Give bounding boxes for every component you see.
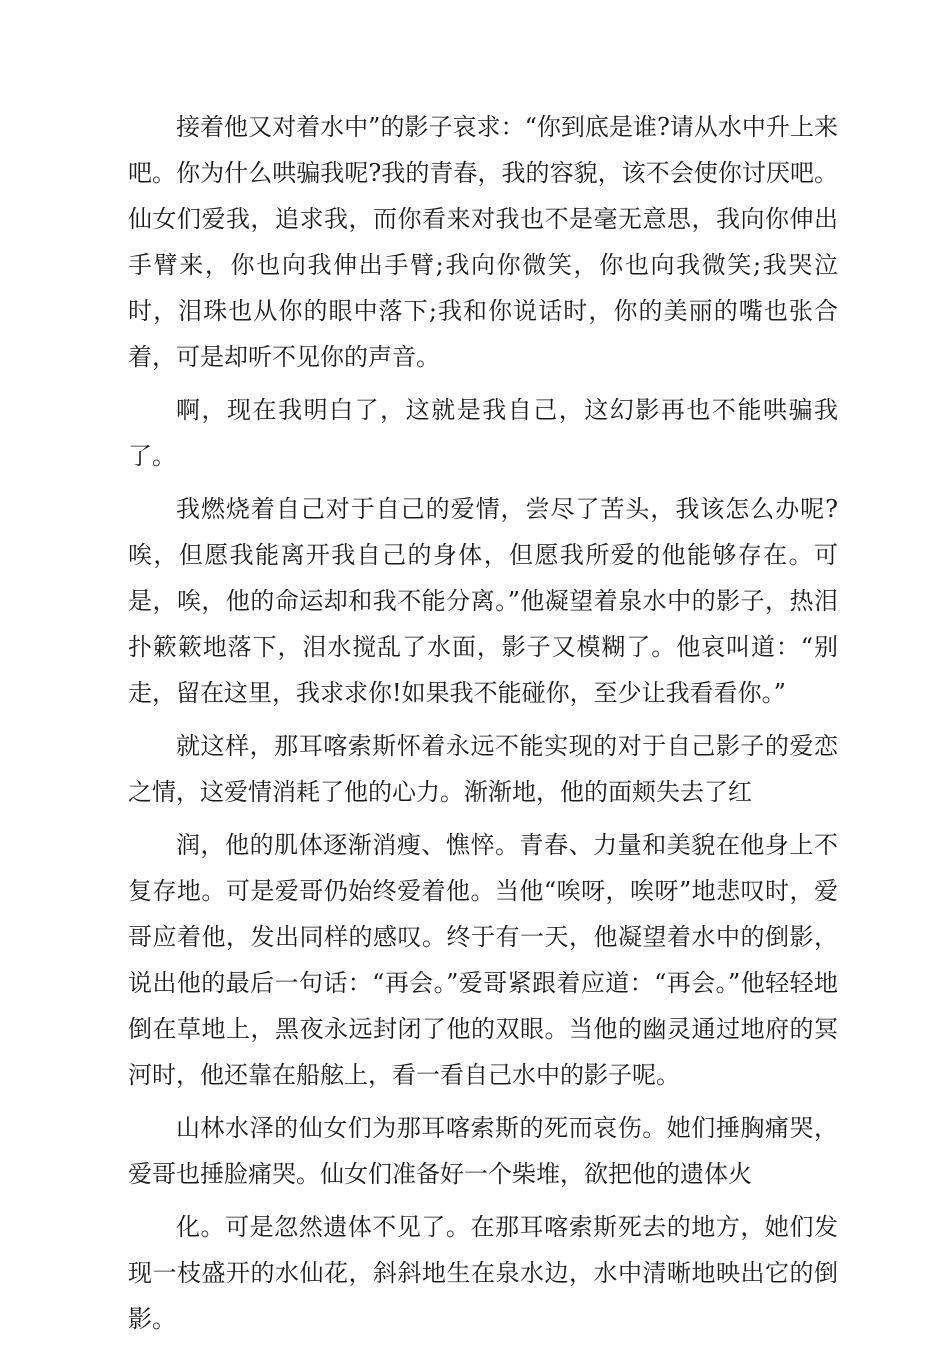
- paragraph-3: 我燃烧着自己对于自己的爱情，尝尽了苦头，我该怎么办呢?唉，但愿我能离开我自己的身体，但愿我所爱的他能够存在。可是，唉，他的命运却和我不能分离。”他凝望着泉水中的影子，热泪扑簌簌地落下，泪水搅乱了水面，影子又模糊了。他哀叫道：“别走，留在这里，我求求你!如果我不能碰你，至少让我看看你。”: [128, 495, 838, 707]
- paragraph-5: 润，他的肌体逐渐消瘦、憔悴。青春、力量和美貌在他身上不复存地。可是爱哥仍始终爱着他。当他“唉呀，唉呀”地悲叹时，爱哥应着他，发出同样的感叹。终于有一天，他凝望着水中的倒影，说出他的最后一句话：“再会。”爱哥紧跟着应道：“再会。”他轻轻地倒在草地上，黑夜永远封闭了他的双眼。当他的幽灵通过地府的冥河时，他还靠在船舷上，看一看自己水中的影子呢。: [128, 831, 838, 1089]
- paragraph-4: 就这样，那耳喀索斯怀着永远不能实现的对于自己影子的爱恋之情，这爱情消耗了他的心力。渐渐地，他的面颊失去了红: [128, 732, 838, 806]
- paragraph-2: 啊，现在我明白了，这就是我自己，这幻影再也不能哄骗我了。: [128, 396, 838, 470]
- document-page: [128, 104, 838, 1349]
- paragraph-7: 化。可是忽然遗体不见了。在那耳喀索斯死去的地方，她们发现一枝盛开的水仙花，斜斜地生在泉水边，水中清晰地映出它的倒影。: [128, 1213, 838, 1333]
- paragraph-1: 接着他又对着水中”的影子哀求：“你到底是谁?请从水中升上来吧。你为什么哄骗我呢?我的青春，我的容貌，该不会使你讨厌吧。仙女们爱我，追求我，而你看来对我也不是毫无意思，我向你伸出手臂来，你也向我伸出手臂;我向你微笑，你也向我微笑;我哭泣时，泪珠也从你的眼中落下;我和你说话时，你的美丽的嘴也张合着，可是却听不见你的声音。: [128, 113, 838, 371]
- paragraph-6: 山林水泽的仙女们为那耳喀索斯的死而哀伤。她们捶胸痛哭，爱哥也捶脸痛哭。仙女们准备好一个柴堆，欲把他的遗体火: [128, 1114, 838, 1188]
